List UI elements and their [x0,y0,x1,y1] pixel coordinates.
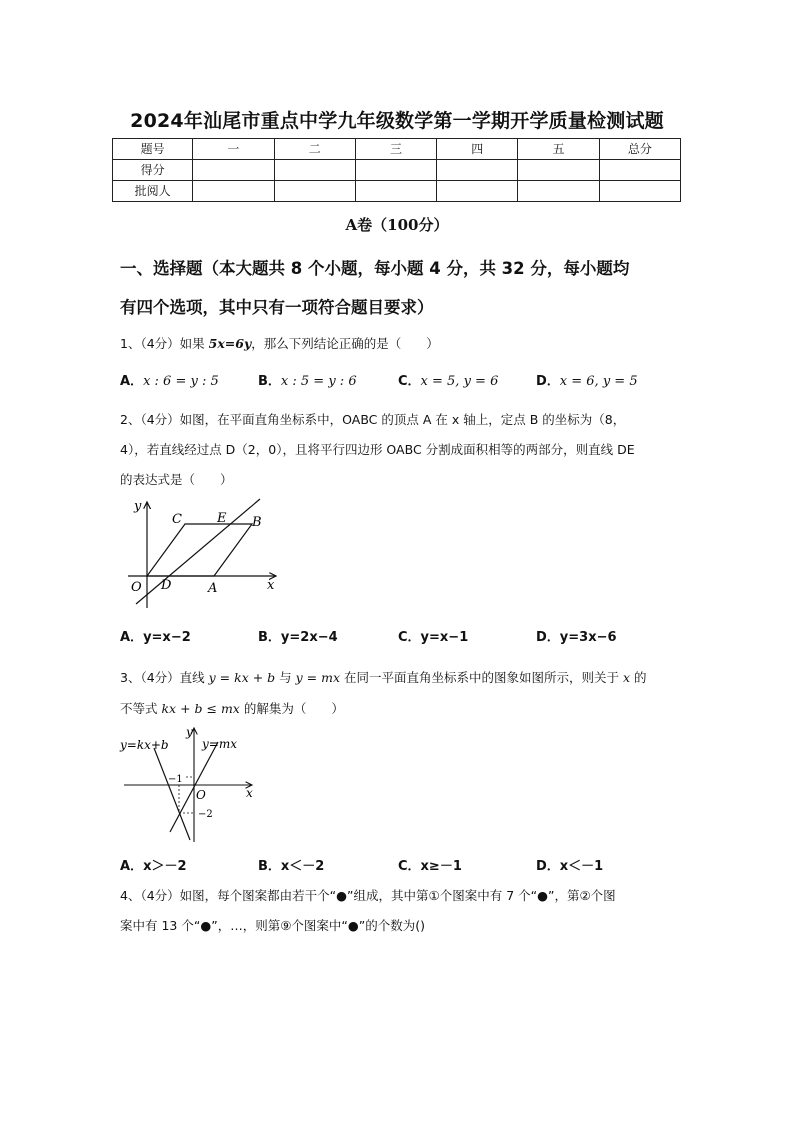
point-c-label: C [172,512,182,527]
question-4-line1: 4、（4分）如图，每个图案都由若干个“●”组成，其中第①个图案中有 7 个“●”，第②个图 [120,888,616,903]
q3-text: 3、（4分）直线 [120,670,209,685]
option-text: y=3x−6 [559,630,617,645]
reviewer-cell[interactable] [599,181,680,202]
question-2-line2: 4），若直线经过点 D（2，0），且将平行四边形 OABC 分割成面积相等的两部分，则直线 DE [120,442,635,457]
q3-text: 的解集为（ ） [239,701,344,716]
point-d-label: D [161,578,172,593]
reviewer-cell[interactable] [355,181,436,202]
q3-expression-1: y = kx + b [208,670,276,685]
option-letter: C． [398,630,421,645]
option-letter: B． [258,630,281,645]
option-text: x = 5, y = 6 [420,374,499,389]
q1-option-c[interactable] [398,370,498,389]
score-cell[interactable] [599,160,680,181]
q2-figure [118,496,288,612]
line-kx-plus-b [154,748,190,840]
q1-option-a[interactable] [120,370,219,389]
q3-inequality: kx + b ≤ mx [161,701,240,716]
q2-option-b[interactable] [258,626,338,645]
option-letter: C． [398,374,421,389]
point-b-label: B [252,515,262,530]
q3-text: 与 [275,670,296,685]
option-letter: C． [398,859,421,874]
score-cell[interactable] [274,160,355,181]
question-2-line3: 的表达式是（ ） [120,472,233,487]
x-axis-label: x [267,578,275,593]
point-e-label: E [217,511,227,526]
origin-label: O [196,788,206,802]
q2-option-c[interactable] [398,626,468,645]
row-label: 批阅人 [113,181,193,202]
table-header-cell: 题号 [113,139,193,160]
q3-variable: x [622,670,631,685]
question-3-line1 [120,668,647,686]
option-letter: B． [258,374,281,389]
q1-suffix: ，那么下列结论正确的是（ ） [251,336,439,351]
question-2-line1: 2、（4分）如图，在平面直角坐标系中，OABC 的顶点 A 在 x 轴上，定点 B 的坐标为（8， [120,412,626,427]
option-text: x : 6 = y : 5 [143,374,219,389]
q3-text: 不等式 [120,701,162,716]
table-header-cell: 二 [274,139,355,160]
option-letter: A． [120,374,144,389]
section-1-heading-line1: 一、选择题（本大题共 8 个小题，每小题 4 分，共 32 分，每小题均 [120,259,630,278]
question-4-line2: 案中有 13 个“●”，…，则第⑨个图案中“●”的个数为() [120,918,426,933]
tick-neg2-label: −2 [198,809,213,820]
question-3-line2 [120,699,344,717]
x-axis-label: x [246,786,253,800]
score-cell[interactable] [355,160,436,181]
option-text: y=2x−4 [280,630,338,645]
page-title: 2024年汕尾市重点中学九年级数学第一学期开学质量检测试题 [130,110,664,132]
line2-label: y=mx [202,737,237,751]
option-text: x : 5 = y : 6 [280,374,357,389]
option-text: x = 6, y = 5 [559,374,638,389]
reviewer-cell[interactable] [274,181,355,202]
q3-expression-2: y = mx [295,670,341,685]
q1-expression: 5x=6y [208,336,252,351]
score-cell[interactable] [437,160,518,181]
table-header-cell: 四 [437,139,518,160]
option-text: y=x−1 [420,630,469,645]
score-row [113,160,681,181]
reviewer-cell[interactable] [193,181,274,202]
option-letter: D． [536,630,560,645]
q2-option-a[interactable] [120,626,191,645]
line1-label: y=kx+b [120,738,169,752]
line-de [136,499,260,604]
q3-option-c[interactable] [398,855,462,874]
option-text: x＜－1 [559,859,604,874]
q1-option-d[interactable] [536,370,638,389]
option-text: x＜－2 [280,859,325,874]
option-letter: D． [536,374,560,389]
option-letter: B． [258,859,281,874]
score-cell[interactable] [193,160,274,181]
section-a-heading: A卷（100分） [345,216,449,234]
reviewer-cell[interactable] [437,181,518,202]
reviewer-row [113,181,681,202]
table-header-cell: 一 [193,139,274,160]
option-letter: D． [536,859,560,874]
option-text: x＞－2 [143,859,187,874]
y-axis-label: y [134,499,142,514]
question-1-stem [120,334,439,352]
q3-text: 的 [630,670,647,685]
table-header-cell: 五 [518,139,599,160]
q1-prefix: 1、（4分）如果 [120,336,209,351]
q3-figure [118,724,266,844]
score-table-header-row [113,139,681,160]
row-label: 得分 [113,160,193,181]
option-text: y=x−2 [143,630,191,645]
origin-label: O [131,580,142,595]
section-1-heading-line2: 有四个选项，其中只有一项符合题目要求） [120,298,434,317]
point-a-label: A [208,581,218,596]
table-header-cell: 总分 [599,139,680,160]
table-header-cell: 三 [355,139,436,160]
q3-option-a[interactable] [120,855,187,874]
q1-option-b[interactable] [258,370,357,389]
option-letter: A． [120,859,144,874]
option-text: x≥－1 [420,859,462,874]
y-axis-label: y [186,725,193,739]
score-cell[interactable] [518,160,599,181]
option-letter: A． [120,630,144,645]
q3-option-b[interactable] [258,855,324,874]
q2-option-d[interactable] [536,626,617,645]
score-table [112,138,681,202]
q3-text: 在同一平面直角坐标系中的图象如图所示，则关于 [340,670,623,685]
reviewer-cell[interactable] [518,181,599,202]
tick-neg1-label: −1 [168,774,183,785]
q3-option-d[interactable] [536,855,603,874]
